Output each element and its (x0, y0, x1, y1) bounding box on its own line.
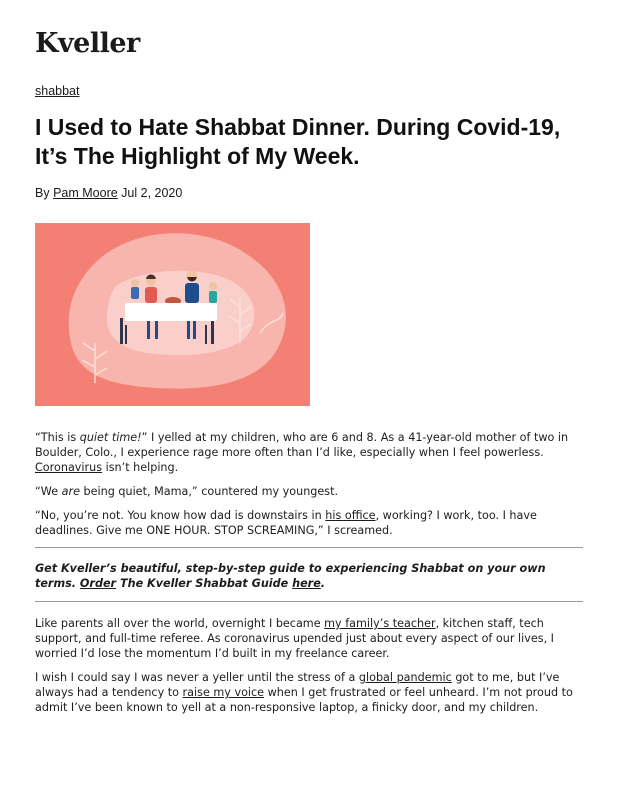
text: Like parents all over the world, overnight I became (35, 617, 325, 630)
category-link[interactable]: shabbat (35, 84, 80, 98)
emphasis-text: are (61, 485, 80, 498)
here-link[interactable]: here (292, 577, 321, 590)
family-teacher-link[interactable]: my family’s teacher (324, 617, 436, 630)
text: got to me, but I’ve always had a tendency to (35, 671, 560, 699)
publish-date: Jul 2, 2020 (121, 186, 183, 200)
byline-prefix: By (35, 186, 50, 200)
text: , working? I work, too. I have deadlines. Give me ONE HOUR. STOP SCREAMING,” I screamed. (35, 509, 537, 537)
text: Get Kveller’s beautiful, step-by-step guide to experiencing Shabbat on your own terms. (35, 562, 546, 590)
paragraph-4 (35, 616, 583, 661)
text: “This is (35, 431, 80, 444)
text: , kitchen staff, tech support, and full-time referee. As coronavirus upended just about every aspect of our lives, I worried I’d lose the momentum I’d built in my freelance career. (35, 617, 554, 660)
text: . (320, 577, 326, 590)
order-link[interactable]: Order (79, 577, 117, 590)
text: “No, you’re not. You know how dad is downstairs in (35, 509, 326, 522)
text: ” I yelled at my children, who are 6 and 8. As a 41-year-old mother of two in Boulder, Colo., I experience rage more often than I’d like, especially when I feel powerless. (35, 431, 569, 459)
byline (35, 186, 182, 200)
text: “We (35, 485, 62, 498)
article-title: I Used to Hate Shabbat Dinner. During Covid-19, It’s The Highlight of My Week. (35, 114, 561, 169)
paragraph-2 (35, 484, 583, 499)
text: isn’t helping. (102, 461, 179, 474)
his-office-link[interactable]: his office (325, 509, 376, 522)
raise-my-voice-link[interactable]: raise my voice (182, 686, 265, 699)
shabbat-guide-promo (35, 547, 583, 602)
site-logo[interactable]: Kveller (35, 28, 140, 59)
global-pandemic-link[interactable]: global pandemic (358, 671, 452, 684)
coronavirus-link[interactable]: Coronavirus (35, 461, 103, 474)
emphasis-text: quiet time! (79, 431, 142, 444)
hero-image (35, 223, 310, 406)
text: when I get frustrated or feel unheard. I’m not proud to admit I’ve been known to yell at a non-responsive laptop, a finicky door, and my children. (35, 686, 573, 714)
text: I wish I could say I was never a yeller until the stress of a (35, 671, 359, 684)
family-dinner-illustration (35, 223, 310, 406)
paragraph-3 (35, 508, 583, 538)
text: The Kveller Shabbat Guide (116, 577, 293, 590)
text: being quiet, Mama,” countered my youngest. (79, 485, 339, 498)
author-link[interactable]: Pam Moore (53, 186, 118, 200)
paragraph-1 (35, 430, 583, 475)
article-body (35, 430, 583, 724)
paragraph-5 (35, 670, 583, 715)
